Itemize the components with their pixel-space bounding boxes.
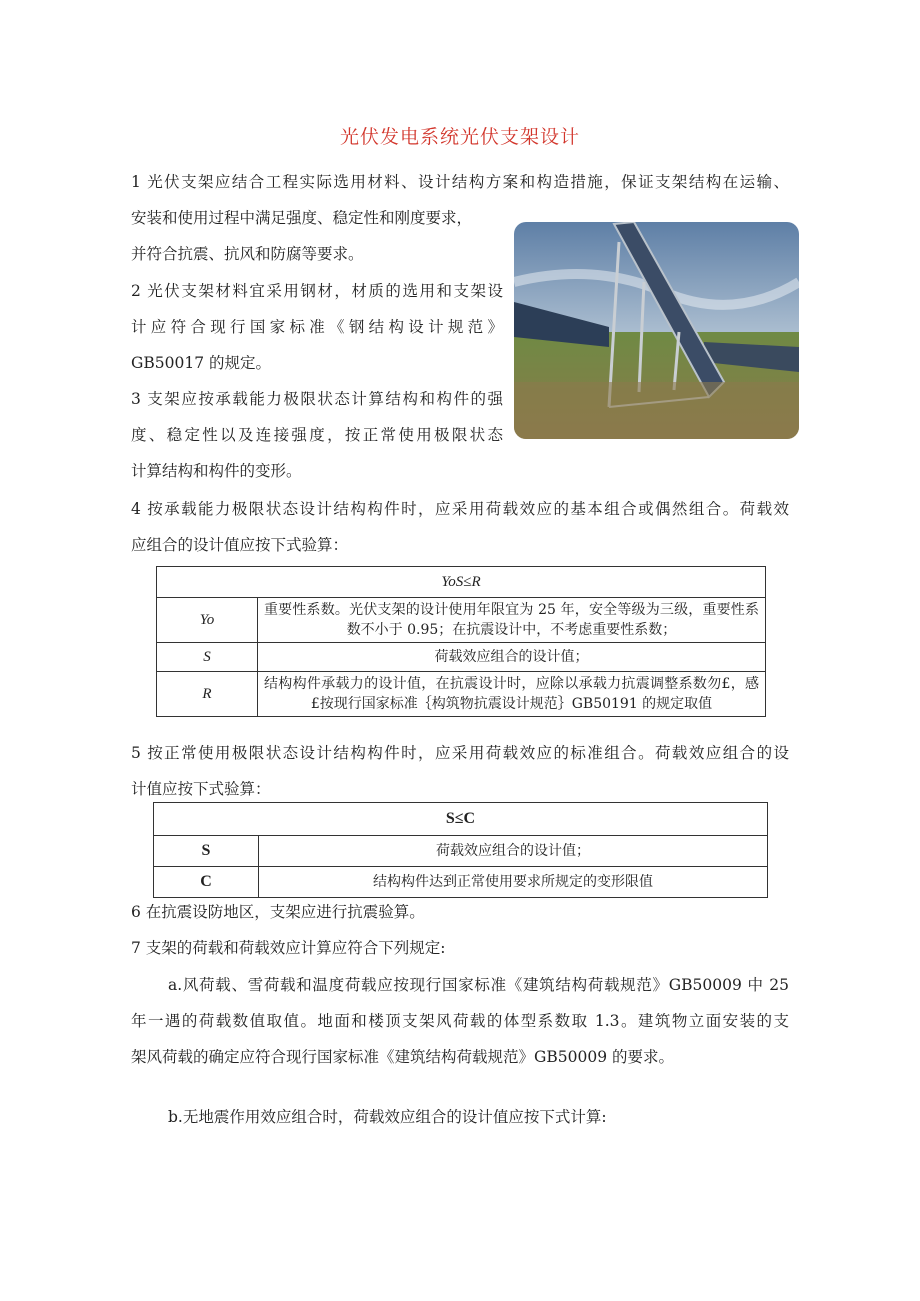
desc-yo: 重要性系数。光伏支架的设计使用年限宜为 25 年，安全等级为三级，重要性系数不小于 0.95；在抗震设计中，不考虑重要性系数； — [258, 598, 766, 643]
desc-c: 结构构件达到正常使用要求所规定的变形限值 — [259, 867, 768, 898]
desc-s2: 荷载效应组合的设计值； — [259, 836, 768, 867]
desc-s: 荷载效应组合的设计值； — [258, 643, 766, 672]
symbol-s: S — [157, 643, 258, 672]
symbol-r: R — [157, 672, 258, 717]
formula-1: YoS≤R — [157, 567, 766, 598]
p2-line-3: GB50017 的规定。 — [131, 354, 272, 372]
pa-line-2: 年一遇的荷载数值取值。地面和楼顶支架风荷载的体型系数取 1.3。建筑物立面安装的支 — [131, 1012, 789, 1030]
p7: 7 支架的荷载和荷载效应计算应符合下列规定: — [131, 939, 446, 957]
p3-line-2: 度、稳定性以及连接强度，按正常使用极限状态 — [131, 426, 503, 444]
p4-line-2: 应组合的设计值应按下式验算： — [131, 536, 349, 554]
p3-line-1: 3 支架应按承载能力极限状态计算结构和构件的强 — [131, 390, 503, 408]
pb: b.无地震作用效应组合时，荷载效应组合的设计值应按下式计算: — [168, 1108, 607, 1126]
p1-line-1: 1 光伏支架应结合工程实际选用材料、设计结构方案和构造措施，保证支架结构在运输、 — [131, 173, 789, 191]
p5-line-2: 计值应按下式验算： — [131, 780, 271, 798]
p1-line-2: 安装和使用过程中满足强度、稳定性和刚度要求， — [131, 209, 473, 227]
formula-2: S≤C — [154, 803, 768, 836]
desc-r: 结构构件承载力的设计值，在抗震设计时，应除以承载力抗震调整系数勿£，感£按现行国家标准｛构筑物抗震设计规范｝GB50191 的规定取值 — [258, 672, 766, 717]
symbol-c: C — [154, 867, 259, 898]
p1-line-3: 并符合抗震、抗风和防腐等要求。 — [131, 245, 364, 263]
p3-line-3: 计算结构和构件的变形。 — [131, 462, 302, 480]
p2-line-1: 2 光伏支架材料宜采用钢材，材质的选用和支架设 — [131, 282, 503, 300]
p6: 6 在抗震设防地区，支架应进行抗震验算。 — [131, 903, 425, 921]
formula-table-2 — [153, 802, 768, 898]
p2-line-2: 计应符合现行国家标准《钢结构设计规范》 — [131, 318, 503, 336]
page-title: 光伏发电系统光伏支架设计 — [339, 126, 580, 148]
p4-line-1: 4 按承载能力极限状态设计结构构件时，应采用荷载效应的基本组合或偶然组合。荷载效 — [131, 500, 789, 518]
pa-line-1: a.风荷载、雪荷载和温度荷载应按现行国家标准《建筑结构荷载规范》GB50009 中 25 — [168, 976, 789, 994]
pa-line-3: 架风荷载的确定应符合现行国家标准《建筑结构荷载规范》GB50009 的要求。 — [131, 1048, 675, 1066]
solar-panel-photo — [514, 222, 799, 439]
formula-table-1 — [156, 566, 766, 717]
symbol-yo: Yo — [157, 598, 258, 643]
symbol-s2: S — [154, 836, 259, 867]
p5-line-1: 5 按正常使用极限状态设计结构构件时，应采用荷载效应的标准组合。荷载效应组合的设 — [131, 744, 789, 762]
